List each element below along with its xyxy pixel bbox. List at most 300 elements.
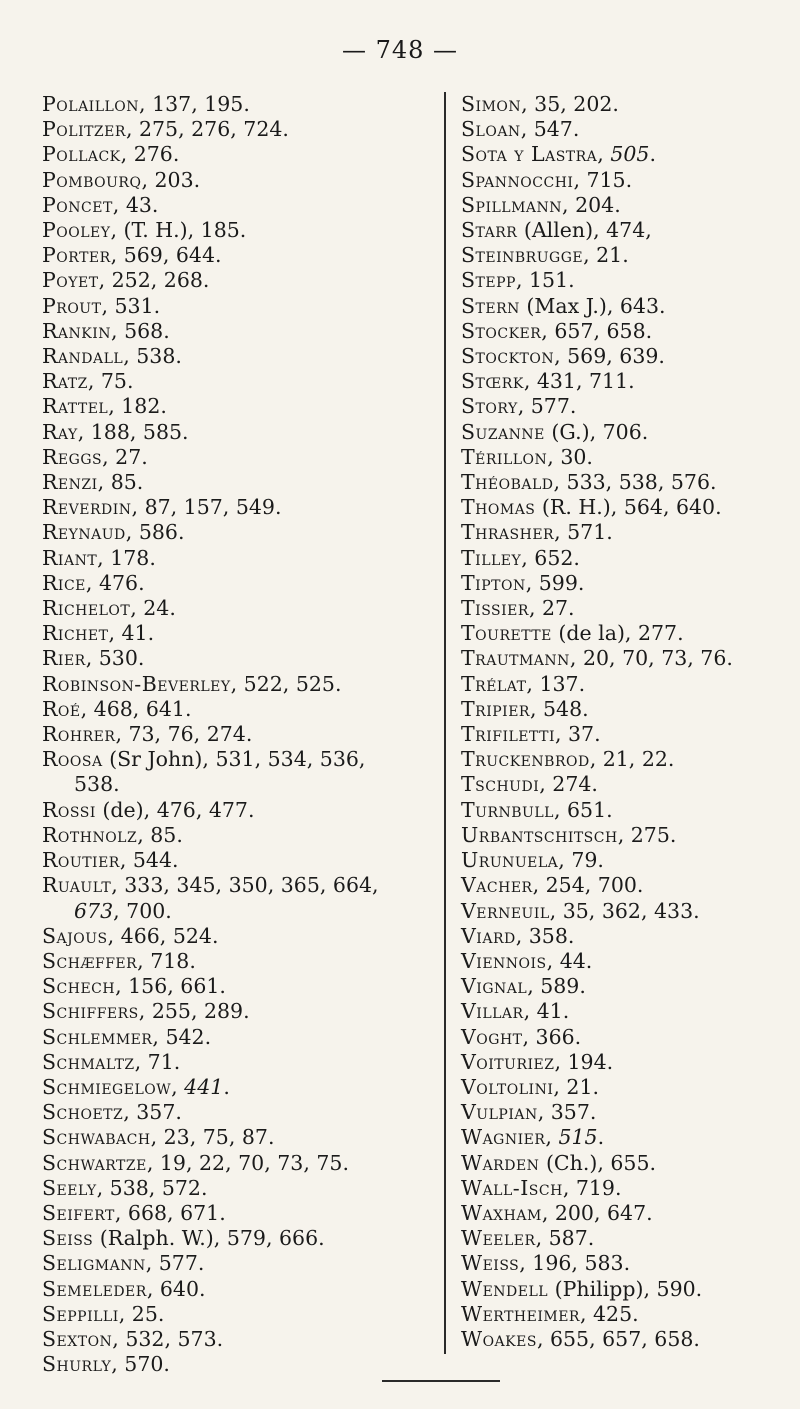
entry-pages: ,	[597, 142, 611, 167]
index-entry	[461, 1075, 781, 1100]
entry-name: Politzer	[42, 117, 126, 142]
entry-name: Vulpian	[461, 1100, 538, 1125]
entry-pages: , 357.	[123, 1100, 182, 1125]
entry-name: Spannocchi	[461, 167, 574, 192]
index-entry	[42, 1100, 432, 1125]
index-entry	[461, 873, 781, 898]
entry-pages: , 640.	[146, 1276, 206, 1301]
entry-name: Rice	[42, 570, 86, 595]
entry-name: Routier	[42, 848, 120, 873]
entry-pages: , 254, 700.	[532, 873, 644, 898]
entry-name: Wagnier	[461, 1125, 546, 1150]
index-entry	[461, 546, 781, 571]
index-entry	[461, 1277, 781, 1302]
entry-name: Rankin	[42, 318, 112, 343]
entry-name: Verneuil	[461, 898, 550, 923]
entry-name: Ruault	[42, 873, 112, 898]
index-entry	[42, 218, 432, 243]
entry-pages: , 718.	[137, 948, 196, 973]
index-entry	[42, 92, 432, 117]
entry-name: Truckenbrod	[461, 747, 590, 772]
index-entry	[461, 772, 781, 797]
index-entry	[461, 999, 781, 1024]
entry-pages: , 538, 572.	[96, 1175, 208, 1200]
index-entry	[461, 697, 781, 722]
entry-pages: , 43.	[112, 192, 159, 217]
entry-pages: , 87, 157, 549.	[131, 495, 282, 520]
index-entry	[42, 394, 432, 419]
index-entry	[461, 117, 781, 142]
index-entry	[42, 1025, 432, 1050]
entry-name: Thomas	[461, 495, 536, 520]
index-entry	[461, 344, 781, 369]
entry-pages: , 274.	[539, 772, 598, 797]
entry-name: Térillon	[461, 444, 548, 469]
entry-name: Richelot	[42, 596, 131, 621]
index-entry	[42, 168, 432, 193]
entry-name: Pollack	[42, 142, 121, 167]
entry-pages: , 255, 289.	[138, 999, 250, 1024]
index-entry	[42, 646, 432, 671]
entry-page-italic: 673	[74, 898, 114, 923]
entry-pages: , 657, 658.	[541, 318, 653, 343]
entry-page-italic: 505	[610, 142, 650, 167]
index-entry	[461, 268, 781, 293]
index-entry	[42, 142, 432, 167]
index-entry	[461, 294, 781, 319]
entry-pages: , 719.	[562, 1175, 622, 1200]
entry-name: Rier	[42, 646, 86, 671]
entry-pages: , 200, 647.	[541, 1200, 653, 1225]
index-entry	[461, 1050, 781, 1075]
entry-pages: , 668, 671.	[114, 1200, 226, 1225]
index-entry	[461, 1100, 781, 1125]
index-entry	[42, 520, 432, 545]
entry-name: Sajous	[42, 923, 108, 948]
entry-pages: , 30.	[547, 444, 593, 469]
index-entry	[461, 1226, 781, 1251]
entry-name: Schlemmer	[42, 1024, 153, 1049]
entry-pages: , 468, 641.	[80, 696, 192, 721]
entry-pages: (Sr John), 531, 534, 536,	[102, 747, 366, 772]
entry-pages: , 275, 276, 724.	[125, 117, 289, 142]
entry-name: Seely	[42, 1175, 97, 1200]
entry-pages: , 23, 75, 87.	[150, 1125, 275, 1150]
entry-pages: , 203.	[141, 167, 201, 192]
entry-name: Vignal	[461, 974, 528, 999]
entry-pages: , 27.	[528, 596, 575, 621]
entry-pages: , 589.	[527, 974, 586, 999]
entry-name: Viennois	[461, 948, 547, 973]
entry-pages: , 20, 70, 73, 76.	[569, 646, 733, 671]
entry-name: Pooley	[42, 218, 111, 243]
entry-pages: , 700.	[113, 898, 172, 923]
entry-name: Suzanne	[461, 419, 545, 444]
entry-name: Schoetz	[42, 1100, 124, 1125]
entry-name: Simon	[461, 92, 522, 116]
entry-name: Porter	[42, 243, 111, 268]
index-entry	[42, 949, 432, 974]
entry-pages: , 41.	[108, 621, 155, 646]
index-entry	[42, 823, 432, 848]
entry-pages: (de), 476, 477.	[95, 797, 255, 822]
entry-pages: , 476.	[85, 570, 145, 595]
index-entry	[461, 1251, 781, 1276]
entry-pages: , 577.	[517, 394, 577, 419]
entry-name: Poyet	[42, 268, 99, 293]
entry-name: Urunuela	[461, 848, 559, 873]
entry-name: Semeleder	[42, 1276, 147, 1301]
entry-pages: , 85.	[97, 470, 144, 495]
entry-name: Tourette	[461, 621, 552, 646]
entry-pages: , 204.	[562, 192, 621, 217]
index-entry	[461, 621, 781, 646]
entry-name: Story	[461, 394, 518, 419]
entry-pages: , 569, 639.	[554, 344, 665, 369]
entry-pages-end: .	[223, 1074, 230, 1099]
entry-pages: 538.	[74, 772, 120, 797]
entry-name: Riant	[42, 545, 98, 570]
entry-pages-end: .	[597, 1125, 605, 1150]
index-entry	[461, 899, 781, 924]
entry-name: Spillmann	[461, 192, 563, 217]
entry-pages: , 544.	[119, 848, 179, 873]
entry-pages: , 366.	[522, 1024, 582, 1049]
index-entry	[42, 1352, 432, 1377]
entry-name: Rohrer	[42, 722, 116, 747]
column-divider	[444, 92, 446, 1354]
entry-pages: , 548.	[529, 696, 589, 721]
entry-continuation	[42, 899, 432, 924]
entry-name: Voght	[461, 1024, 523, 1049]
entry-name: Prout	[42, 293, 102, 318]
entry-pages: , 466, 524.	[107, 923, 219, 948]
index-entry	[42, 672, 432, 697]
entry-pages: , 27.	[102, 444, 148, 469]
entry-pages: , 21.	[553, 1074, 600, 1099]
index-entry	[461, 92, 781, 117]
entry-name: Rothnolz	[42, 822, 138, 847]
entry-pages: , 533, 538, 576.	[553, 470, 717, 495]
entry-name: Weeler	[461, 1226, 536, 1251]
index-entry	[42, 420, 432, 445]
entry-pages: , 538.	[123, 344, 182, 369]
entry-pages: , 41.	[523, 999, 570, 1024]
entry-pages: , 357.	[537, 1100, 597, 1125]
index-entry	[461, 495, 781, 520]
index-entry	[461, 319, 781, 344]
entry-pages: (de la), 277.	[551, 621, 684, 646]
entry-name: Trélat	[461, 671, 527, 696]
index-entry	[461, 974, 781, 999]
index-entry	[42, 344, 432, 369]
entry-pages: , 571.	[554, 520, 613, 545]
index-entry	[42, 1050, 432, 1075]
index-entry	[42, 571, 432, 596]
entry-name: Villar	[461, 999, 524, 1024]
index-entry	[461, 949, 781, 974]
entry-name: Schech	[42, 974, 116, 999]
entry-pages: (Philipp), 590.	[548, 1276, 703, 1301]
index-column-left	[42, 92, 432, 1377]
index-entry	[42, 697, 432, 722]
entry-name: Wall-Isch	[461, 1175, 563, 1200]
entry-name: Stepp	[461, 268, 516, 293]
bottom-rule	[382, 1380, 500, 1382]
entry-pages: ,	[171, 1074, 185, 1099]
entry-name: Shurly	[42, 1352, 112, 1377]
index-entry	[461, 1151, 781, 1176]
entry-pages-end: .	[649, 142, 657, 167]
entry-continuation	[42, 772, 432, 797]
index-entry	[42, 621, 432, 646]
entry-page-italic: 515	[558, 1125, 598, 1150]
entry-name: Trautmann	[461, 646, 570, 671]
index-entry	[42, 1226, 432, 1251]
entry-name: Tilley	[461, 545, 522, 570]
index-entry	[42, 848, 432, 873]
entry-name: Richet	[42, 621, 109, 646]
entry-name: Starr	[461, 218, 518, 243]
entry-name: Ray	[42, 419, 78, 444]
entry-pages: , 75.	[87, 369, 134, 394]
index-entry	[461, 596, 781, 621]
entry-pages: , 652.	[521, 545, 580, 570]
entry-name: Tipton	[461, 570, 526, 595]
index-entry	[42, 470, 432, 495]
entry-pages: , 196, 583.	[519, 1251, 631, 1276]
entry-page-italic: 441	[184, 1074, 224, 1099]
index-entry	[42, 1327, 432, 1352]
entry-name: Seiss	[42, 1226, 94, 1251]
index-entry	[461, 1176, 781, 1201]
index-entry	[461, 1201, 781, 1226]
entry-name: Robinson-Beverley	[42, 671, 231, 696]
entry-name: Turnbull	[461, 797, 554, 822]
entry-pages: , 358.	[515, 923, 575, 948]
entry-pages: , 35, 362, 433.	[549, 898, 700, 923]
index-entry	[42, 1125, 432, 1150]
index-entry	[461, 1025, 781, 1050]
index-entry	[42, 1075, 432, 1100]
entry-pages: , 182.	[108, 394, 167, 419]
entry-pages: , 35, 202.	[521, 92, 619, 116]
entry-pages: , 333, 345, 350, 365, 664,	[111, 873, 379, 898]
entry-pages: , 568.	[111, 318, 170, 343]
entry-name: Tschudi	[461, 772, 540, 797]
index-entry	[42, 193, 432, 218]
entry-pages: , 577.	[145, 1251, 205, 1276]
entry-pages: , 276.	[120, 142, 180, 167]
entry-name: Randall	[42, 344, 124, 369]
entry-pages: , 194.	[554, 1049, 614, 1074]
entry-name: Woakes	[461, 1326, 537, 1351]
entry-name: Waxham	[461, 1200, 542, 1225]
index-entry	[42, 924, 432, 949]
index-entry	[42, 319, 432, 344]
entry-pages: , 530.	[85, 646, 145, 671]
entry-pages: , 542.	[152, 1024, 212, 1049]
index-entry	[461, 1302, 781, 1327]
index-entry	[42, 243, 432, 268]
entry-pages: , 137, 195.	[139, 92, 250, 116]
entry-pages: , 188, 585.	[77, 419, 189, 444]
entry-pages: (Ch.), 655.	[539, 1150, 657, 1175]
index-entry	[42, 873, 432, 923]
entry-pages: , 151.	[515, 268, 575, 293]
entry-name: Reynaud	[42, 520, 126, 545]
entry-pages: , 71.	[134, 1049, 181, 1074]
entry-name: Ratz	[42, 369, 88, 394]
index-entry	[461, 722, 781, 747]
index-entry	[42, 974, 432, 999]
index-entry	[42, 596, 432, 621]
index-entry	[461, 142, 781, 167]
index-entry	[42, 722, 432, 747]
index-entry	[461, 445, 781, 470]
entry-name: Sloan	[461, 117, 521, 142]
entry-pages: , 522, 525.	[230, 671, 342, 696]
entry-pages: , 79.	[558, 848, 604, 873]
entry-name: Schiffers	[42, 999, 139, 1024]
entry-pages: , 599.	[525, 570, 585, 595]
index-entry	[42, 798, 432, 823]
index-entry	[461, 193, 781, 218]
entry-name: Wendell	[461, 1276, 549, 1301]
entry-name: Schæffer	[42, 948, 138, 973]
entry-name: Sota y Lastra	[461, 142, 598, 167]
index-entry	[42, 445, 432, 470]
entry-name: Warden	[461, 1150, 540, 1175]
entry-name: Polaillon	[42, 92, 140, 116]
entry-name: Rossi	[42, 797, 96, 822]
entry-pages: ,	[545, 1125, 559, 1150]
index-entry	[461, 168, 781, 193]
entry-pages: , 19, 22, 70, 73, 75.	[146, 1150, 349, 1175]
entry-name: Stœrk	[461, 369, 524, 394]
page-number: — 748 —	[341, 36, 459, 64]
index-entry	[42, 546, 432, 571]
entry-pages: , 532, 573.	[112, 1326, 224, 1351]
entry-name: Roé	[42, 696, 81, 721]
index-entry	[461, 420, 781, 445]
entry-name: Weiss	[461, 1251, 520, 1276]
index-entry	[461, 218, 781, 243]
entry-pages: , 85.	[137, 822, 183, 847]
entry-name: Sexton	[42, 1326, 113, 1351]
index-entry	[461, 470, 781, 495]
entry-name: Urbantschitsch	[461, 822, 618, 847]
entry-pages: , 655, 657, 658.	[536, 1326, 700, 1351]
index-entry	[42, 1151, 432, 1176]
entry-pages: , 21.	[583, 243, 629, 268]
index-entry	[42, 747, 432, 797]
entry-pages: , (T. H.), 185.	[110, 218, 247, 243]
index-entry	[461, 848, 781, 873]
entry-name: Vacher	[461, 873, 533, 898]
entry-name: Stern	[461, 293, 520, 318]
entry-pages: , 44.	[546, 948, 593, 973]
entry-pages: , 715.	[573, 167, 633, 192]
entry-pages: , 275.	[617, 822, 677, 847]
entry-pages: , 425.	[579, 1301, 639, 1326]
entry-name: Tripier	[461, 696, 530, 721]
entry-name: Renzi	[42, 470, 98, 495]
entry-name: Roosa	[42, 747, 103, 772]
index-entry	[461, 672, 781, 697]
entry-name: Poncet	[42, 192, 113, 217]
entry-name: Thrasher	[461, 520, 555, 545]
entry-pages: , 569, 644.	[110, 243, 222, 268]
index-entry	[461, 394, 781, 419]
entry-pages: (R. H.), 564, 640.	[535, 495, 722, 520]
entry-name: Schwartze	[42, 1150, 147, 1175]
entry-name: Voituriez	[461, 1049, 555, 1074]
entry-name: Reggs	[42, 444, 103, 469]
index-entry	[42, 1302, 432, 1327]
entry-name: Viard	[461, 923, 516, 948]
index-column-right	[461, 92, 781, 1352]
entry-name: Reverdin	[42, 495, 132, 520]
entry-pages: , 531.	[101, 293, 161, 318]
entry-name: Seligmann	[42, 1251, 146, 1276]
entry-pages: , 570.	[111, 1352, 170, 1377]
entry-pages: (G.), 706.	[544, 419, 649, 444]
index-entry	[42, 294, 432, 319]
index-entry	[461, 747, 781, 772]
index-entry	[42, 1277, 432, 1302]
entry-name: Voltolini	[461, 1074, 554, 1099]
entry-pages: , 73, 76, 274.	[115, 722, 253, 747]
entry-name: Steinbrugge	[461, 243, 584, 268]
entry-pages: , 178.	[97, 545, 156, 570]
index-entry	[461, 646, 781, 671]
index-entry	[461, 924, 781, 949]
index-entry	[461, 1327, 781, 1352]
index-entry	[42, 268, 432, 293]
index-entry	[461, 369, 781, 394]
entry-pages: , 252, 268.	[98, 268, 210, 293]
index-entry	[461, 520, 781, 545]
index-entry	[42, 999, 432, 1024]
entry-pages: , 156, 661.	[115, 974, 226, 999]
index-entry	[42, 1251, 432, 1276]
index-entry	[42, 495, 432, 520]
entry-pages: , 37.	[554, 722, 601, 747]
entry-name: Schwabach	[42, 1125, 151, 1150]
entry-name: Stocker	[461, 318, 542, 343]
entry-name: Seifert	[42, 1200, 115, 1225]
entry-pages: (Allen), 474,	[517, 218, 652, 243]
index-entry	[461, 1125, 781, 1150]
entry-pages: , 25.	[118, 1301, 165, 1326]
entry-name: Théobald	[461, 470, 554, 495]
index-entry	[42, 369, 432, 394]
entry-pages: , 586.	[125, 520, 185, 545]
entry-pages: , 651.	[553, 797, 613, 822]
entry-name: Wertheimer	[461, 1301, 580, 1326]
entry-pages: (Max J.), 643.	[519, 293, 666, 318]
index-entry	[461, 798, 781, 823]
entry-pages: , 431, 711.	[523, 369, 635, 394]
index-entry	[461, 571, 781, 596]
entry-pages: (Ralph. W.), 579, 666.	[93, 1226, 325, 1251]
entry-name: Tissier	[461, 596, 529, 621]
entry-pages: , 587.	[535, 1226, 595, 1251]
entry-name: Trifiletti	[461, 722, 555, 747]
entry-name: Schmaltz	[42, 1049, 135, 1074]
entry-pages: , 137.	[526, 671, 586, 696]
